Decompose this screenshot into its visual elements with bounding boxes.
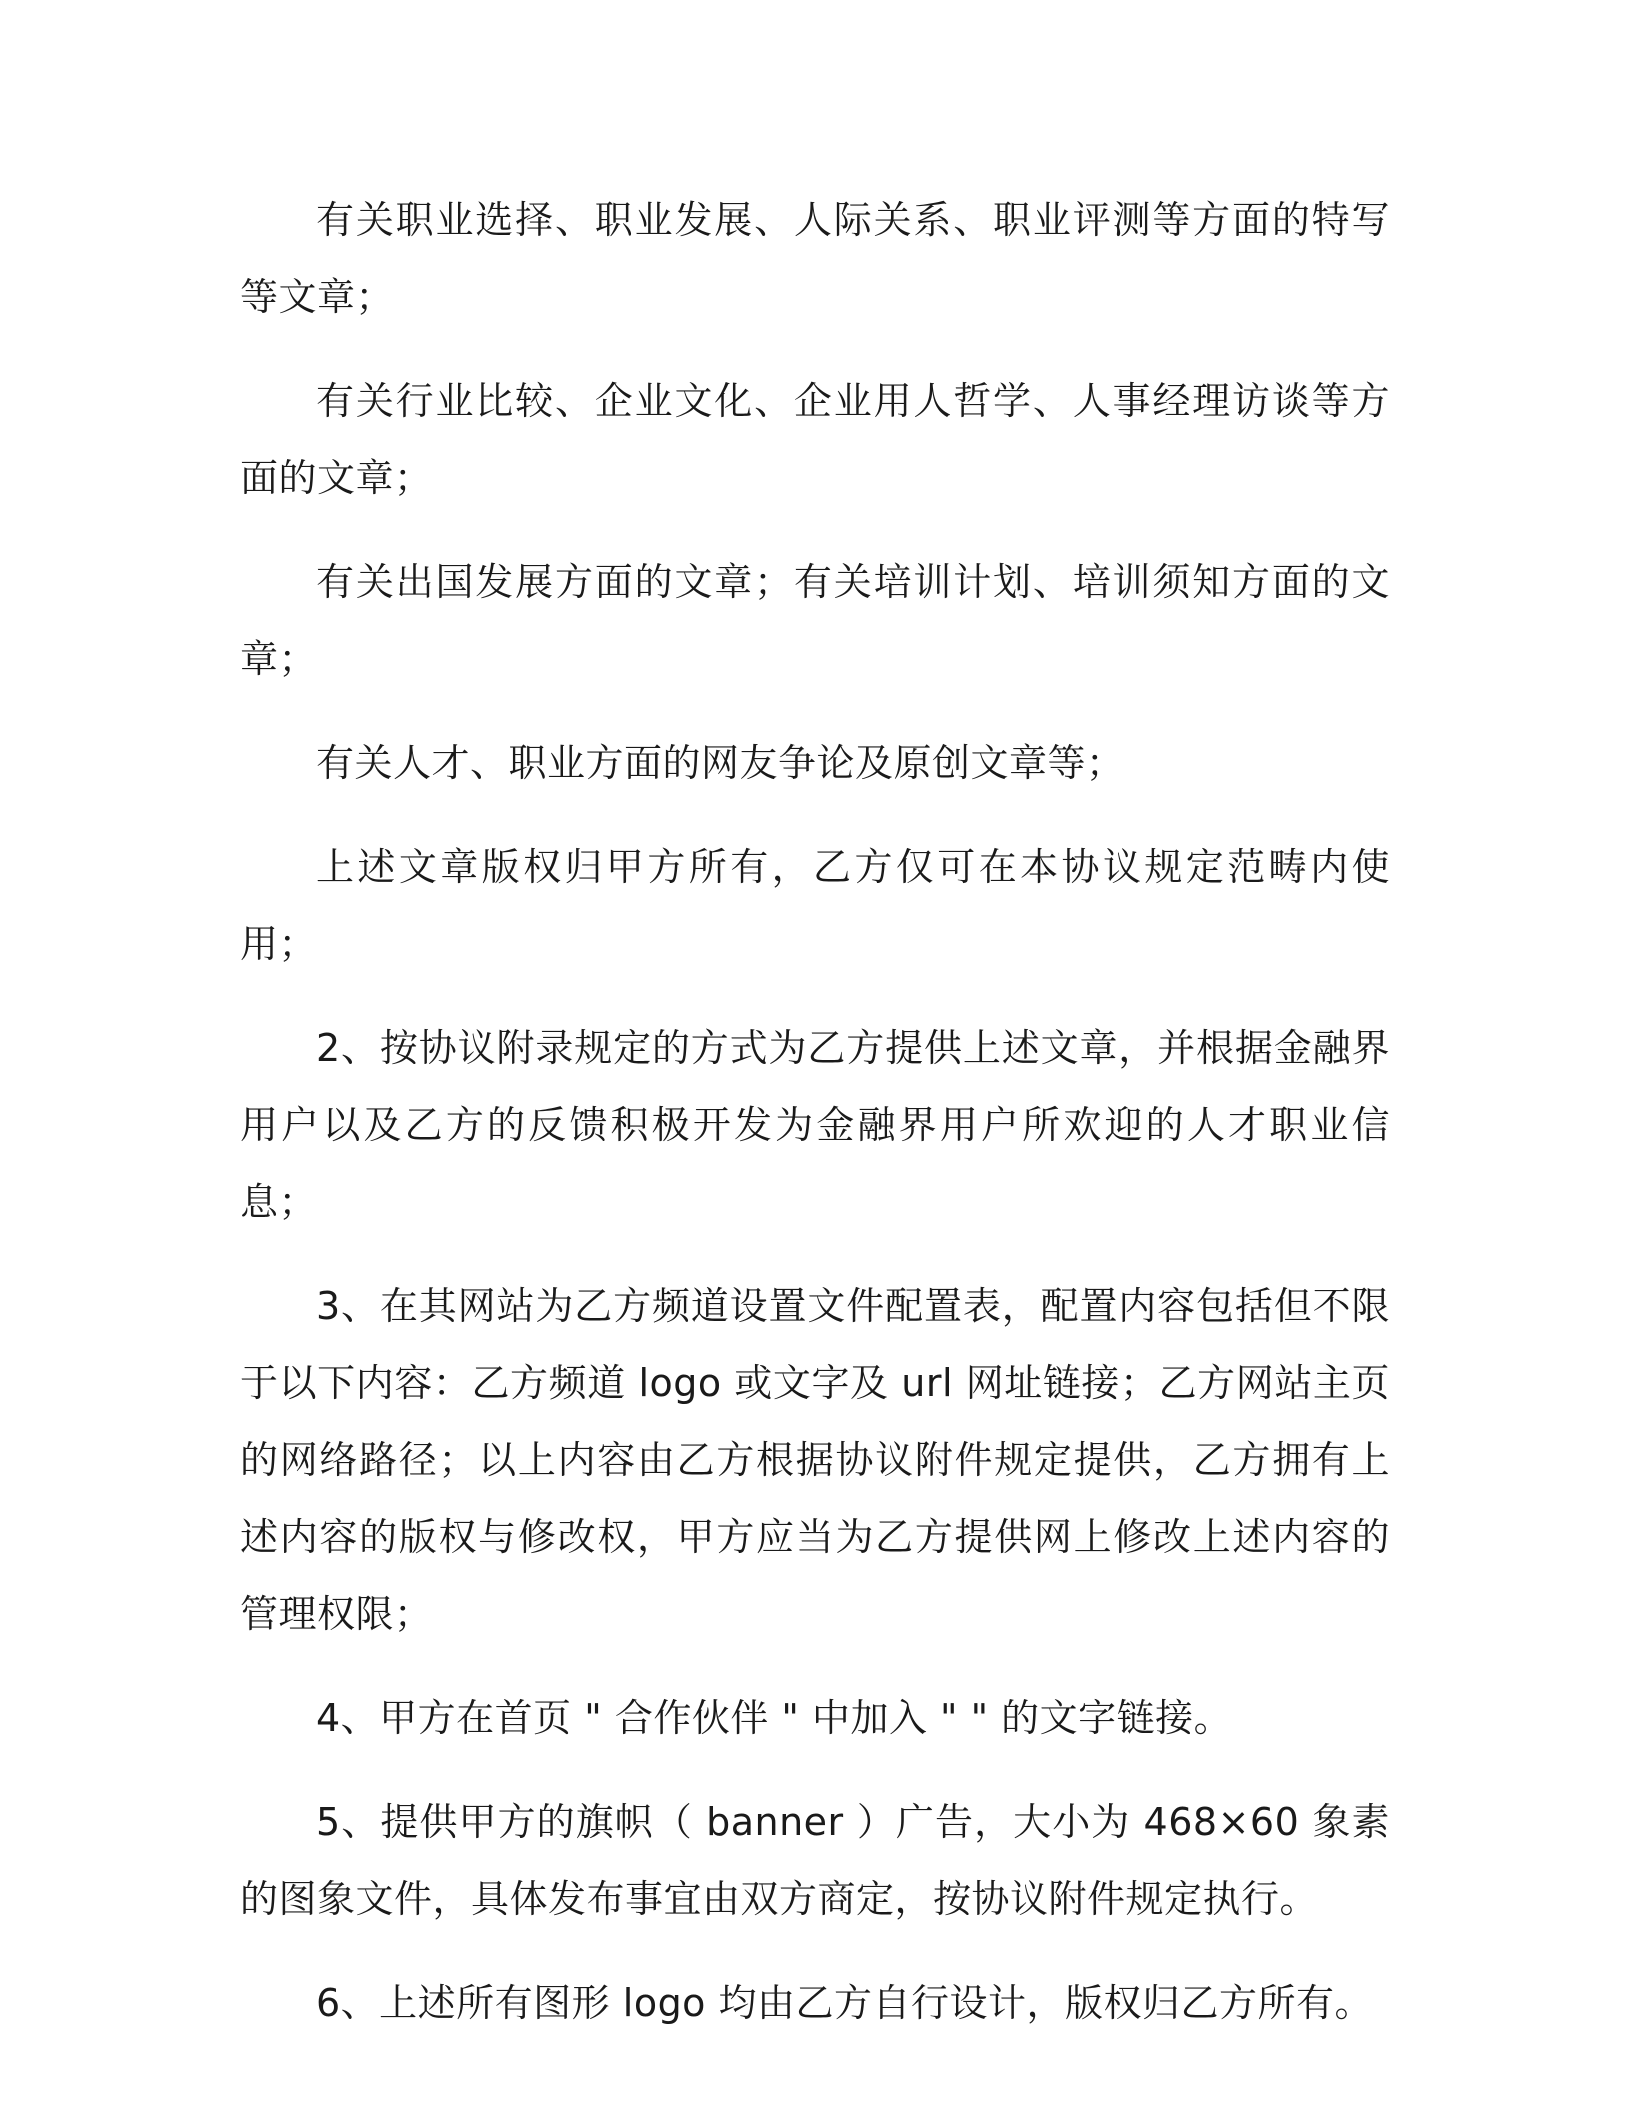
paragraph-10: 6、上述所有图形 logo 均由乙方自行设计，版权归乙方所有。 (316, 1981, 1374, 2025)
paragraph-7: 3、在其网站为乙方频道设置文件配置表，配置内容包括但不限于以下内容：乙方频道 logo 或文字及 url 网址链接；乙方网站主页的网络路径；以上内容由乙方根据协议附件规定提供，乙方拥有上述内容的版权与修改权，甲方应当为乙方提供网上修改上述内容的管理权限； (240, 1284, 1390, 1636)
paragraph-8: 4、甲方在首页 " 合作伙伴 " 中加入 " " 的文字链接。 (316, 1696, 1233, 1740)
paragraph-4: 有关人才、职业方面的网友争论及原创文章等； (316, 741, 1125, 785)
document-body (240, 182, 1390, 2069)
paragraph-3: 有关出国发展方面的文章；有关培训计划、培训须知方面的文章； (240, 560, 1390, 681)
paragraph-2: 有关行业比较、企业文化、企业用人哲学、人事经理访谈等方面的文章； (240, 379, 1390, 500)
paragraph-9: 5、提供甲方的旗帜（ banner ）广告，大小为 468×60 象素的图象文件，具体发布事宜由双方商定，按协议附件规定执行。 (240, 1800, 1390, 1921)
paragraph-1: 有关职业选择、职业发展、人际关系、职业评测等方面的特写等文章； (240, 198, 1390, 319)
paragraph-5: 上述文章版权归甲方所有，乙方仅可在本协议规定范畴内使用； (240, 845, 1390, 966)
paragraph-6: 2、按协议附录规定的方式为乙方提供上述文章，并根据金融界用户以及乙方的反馈积极开发为金融界用户所欢迎的人才职业信息； (240, 1026, 1390, 1224)
